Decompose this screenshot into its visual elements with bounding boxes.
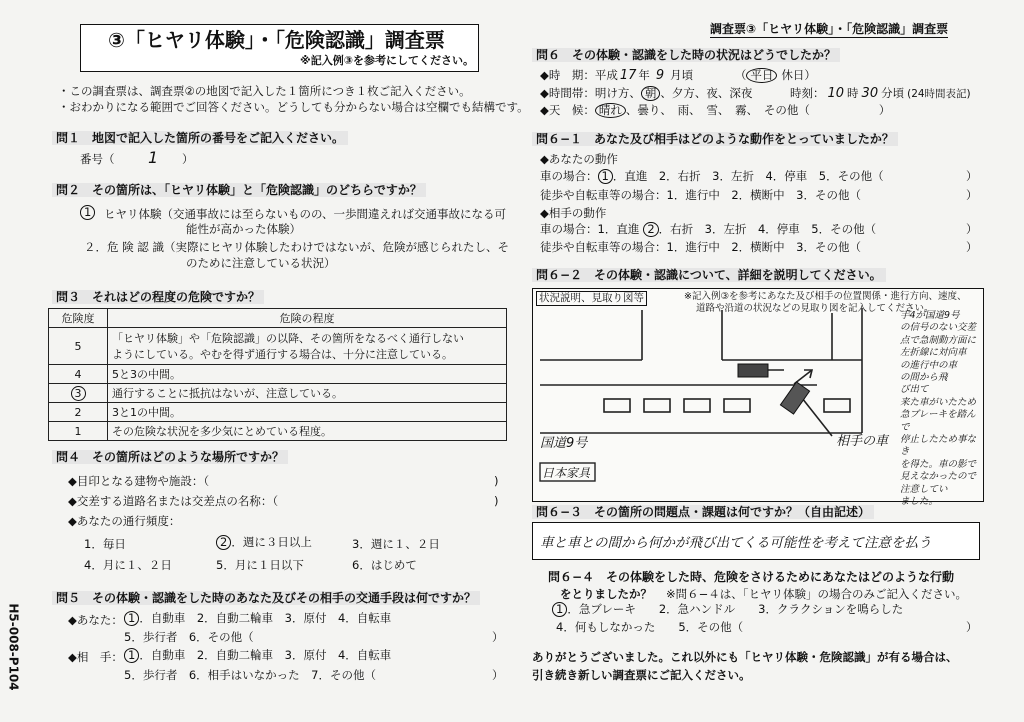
partner-ped-row[interactable]: 徒歩や自転車等の場合：1．進行中 2．横断中 3．その他（	[540, 240, 861, 254]
frequency-option[interactable]: 4．月に１、２日	[84, 558, 172, 572]
risk-desc: 「ヒヤリ体験」や「危険認識」の以降、その箇所をなるべく通行しない ようにしている。やむを得ず通行する場合は、十分に注意している。	[108, 328, 507, 365]
minute-answer: 30	[861, 86, 879, 101]
q1-number-answer[interactable]: 1	[148, 148, 159, 167]
q2-option-2-cont: のために注意している状況）	[186, 256, 336, 270]
q3-heading: 問３ それはどの程度の危険ですか？	[52, 290, 264, 304]
selection-circle: 1	[598, 169, 613, 184]
q6-3-answer: 車と車との間から何かが飛び出てくる可能性を考えて注意を払う	[540, 535, 932, 551]
you-ped-row[interactable]: 徒歩や自転車等の場合：1．進行中 2．横断中 3．その他（	[540, 188, 861, 202]
risk-col-desc: 危険の程度	[108, 309, 507, 328]
hour-answer: 10	[827, 86, 845, 101]
risk-level: 4	[49, 365, 108, 384]
q5-partner-label: ◆相 手：	[68, 650, 123, 664]
page-title: ③「ヒヤリ体験」・「危険認識」調査票	[108, 28, 445, 52]
side-code: H5-008-P104	[6, 603, 21, 691]
q5-you-options-2[interactable]: 5．歩行者 6．その他（	[124, 630, 254, 644]
table-row[interactable]	[49, 422, 507, 441]
page-subtitle: ※記入例③を参考にしてください。	[300, 54, 475, 67]
selection-circle: 3	[71, 386, 86, 401]
table-row[interactable]	[49, 365, 507, 384]
selection-circle: 平日	[746, 68, 777, 83]
q6-4-note: ※問６−４は、「ヒヤリ体験」の場合のみご記入ください。	[666, 587, 968, 601]
you-car-row[interactable]: 車の場合： 1 ．直進 2．右折 3．左折 4．停車 5．その他（	[540, 169, 884, 183]
q6-4-heading: 問６−４ その体験をした時、危険をさけるためにあなたはどのような行動	[548, 570, 955, 584]
you-ped-close: ）	[966, 188, 978, 202]
q6-4-heading-cont: をとりましたか？	[560, 587, 652, 601]
q5-partner-options-2[interactable]: 5．歩行者 6．相手はいなかった 7．その他（	[124, 668, 376, 682]
q6-weather-row[interactable]: ◆天 候： 晴れ 、曇り、 雨、 雪、 霧、 その他（ ）	[540, 103, 891, 117]
q6-4-options-2[interactable]: 4．何もしなかった 5．その他（	[556, 620, 744, 634]
q5-partner-close: ）	[492, 668, 504, 682]
partner-action-head: ◆相手の動作	[540, 206, 607, 220]
q2-option-1-cont: 能性が高かった体験）	[186, 222, 301, 236]
q5-partner-options[interactable]: 1 ．自動車 2．自動二輪車 3．原付 4．自転車	[124, 648, 391, 663]
partner-car-label: 相手の車	[836, 434, 889, 449]
partner-ped-close: ）	[966, 240, 978, 254]
selection-circle: 晴れ	[595, 103, 626, 118]
q5-you-options[interactable]: 1 ．自動車 2．自動二輪車 3．原付 4．自転車	[124, 611, 391, 626]
selection-circle: 1	[552, 602, 567, 617]
risk-level: 2	[49, 403, 108, 422]
q6-time-row[interactable]: ◆時 期：平成 17 年 9 月頃 （ 平日 休日）	[540, 68, 816, 83]
frequency-option-selected[interactable]: 2 ．週に３日以上	[216, 535, 312, 550]
table-row[interactable]	[49, 384, 507, 403]
handwritten-note: 手4が国道9号 の信号のない交差 点で急制動方面に 左折線に対向車 の進行中の車 の間から飛 び出て 来た車がいたため 急ブレーキを踏んで 停止したため事なき を得た。車の影で 見えなかったので 注意してい ました。	[900, 310, 977, 508]
risk-level: 5	[49, 328, 108, 365]
frequency-option[interactable]: 1．毎日	[84, 537, 126, 551]
q6-heading: 問６ その体験・認識をした時の状況はどうでしたか？	[532, 48, 840, 62]
sketch-note: 道路や沿道の状況などの見取り図を記入してください。	[696, 303, 934, 314]
risk-col-level: 危険度	[49, 309, 108, 328]
partner-car-row[interactable]: 車の場合：1．直進 2 ．右折 3．左折 4．停車 5．その他（	[540, 222, 877, 236]
selection-circle: 1	[124, 611, 139, 626]
q1-heading: 問１ 地図で記入した箇所の番号をご記入ください。	[52, 131, 348, 145]
you-action-head: ◆あなたの動作	[540, 152, 618, 166]
frequency-option[interactable]: 3．週に１、２日	[352, 537, 440, 551]
sketch-note: ※記入例③を参考にあなた及び相手の位置関係・進行方向、速度、	[684, 291, 967, 302]
risk-desc: 5と3の中間。	[108, 365, 507, 384]
q5-heading: 問５ その体験・認識をした時のあなた及びその相手の交通手段は何ですか？	[52, 591, 480, 605]
q1-number-label: 番号（	[80, 152, 115, 166]
table-row[interactable]	[49, 328, 507, 365]
frequency-option[interactable]: 5．月に１日以下	[216, 558, 304, 572]
q4-landmark[interactable]: ◆目印となる建物や施設：（	[68, 474, 210, 488]
risk-level: 1	[49, 422, 108, 441]
footer-line: ありがとうございました。これ以外にも「ヒヤリ体験・危険認識」が有る場合は、	[532, 650, 958, 664]
selection-circle: 1	[80, 205, 95, 220]
q6-4-close: ）	[966, 620, 978, 634]
q2-option-1: ヒヤリ体験（交通事故には至らないものの、一歩間違えれば交通事故になる可	[104, 207, 507, 221]
q6-clock-row[interactable]: 時刻： 10 時 30 分頃 (24時間表記)	[790, 86, 971, 101]
q6-3-heading: 問６−３ その箇所の問題点・課題は何ですか？（自由記述）	[532, 505, 874, 519]
place-label: 日本家具	[542, 466, 591, 480]
q5-you-label: ◆あなた：	[68, 613, 123, 627]
selection-circle: 朝	[641, 86, 661, 101]
road-label: 国道9号	[540, 436, 588, 451]
q2-heading: 問２ その箇所は、「ヒヤリ体験」と「危険認識」のどちらですか？	[52, 183, 426, 197]
q4-landmark-close: )	[494, 474, 499, 488]
q6-2-heading: 問６−２ その体験・認識について、詳細を説明してください。	[532, 268, 886, 282]
q4-heading: 問４ その箇所はどのような場所ですか？	[52, 450, 288, 464]
risk-level	[49, 384, 108, 403]
own-car	[738, 364, 768, 377]
q6-4-options-1[interactable]: 1 ．急ブレーキ 2．急ハンドル 3．クラクションを鳴らした	[552, 602, 903, 617]
selection-circle: 1	[124, 648, 139, 663]
q2-option-2[interactable]: ２．危 険 認 識（実際にヒヤリ体験したわけではないが、危険が感じられたし、そ	[84, 240, 509, 254]
intro-line: ・この調査票は、調査票②の地図で記入した１箇所につき１枚ご記入ください。	[58, 84, 471, 98]
frequency-option[interactable]: 6．はじめて	[352, 558, 417, 572]
you-car-close: ）	[966, 169, 978, 183]
sketch-box-label: 状況説明、見取り図等	[536, 291, 647, 306]
q4-crossing-close: )	[494, 494, 499, 508]
footer-line: 引き続き新しい調査票にご記入ください。	[532, 668, 751, 682]
risk-desc: 3と1の中間。	[108, 403, 507, 422]
q4-frequency-label: ◆あなたの通行頻度：	[68, 514, 181, 528]
q1-number-close: ）	[182, 152, 194, 166]
partner-car	[780, 382, 809, 414]
q5-you-close: ）	[492, 630, 504, 644]
month-answer: 9	[655, 68, 665, 83]
table-row[interactable]	[49, 403, 507, 422]
selection-circle: 2	[216, 535, 231, 550]
year-answer: 17	[619, 68, 637, 83]
partner-car-close: ）	[966, 222, 978, 236]
form-label: 調査票③「ヒヤリ体験」・「危険認識」調査票	[710, 22, 949, 36]
risk-desc: その危険な状況を多少気にとめている程度。	[108, 422, 507, 441]
selection-circle: 2	[643, 222, 658, 237]
q6-1-heading: 問６−１ あなた及び相手はどのような動作をとっていましたか？	[532, 132, 898, 146]
intro-line: ・おわかりになる範囲でご回答ください。どうしても分からない場合は空欄でも結構です。	[58, 100, 529, 114]
q4-crossing[interactable]: ◆交差する道路名または交差点の名称：（	[68, 494, 279, 508]
risk-desc: 通行することに抵抗はないが、注意している。	[108, 384, 507, 403]
risk-table	[48, 308, 507, 441]
q6-slot-row[interactable]: ◆時間帯：明け方、 朝 、夕方、夜、深夜	[540, 86, 753, 100]
q2-option-1-number[interactable]	[80, 205, 95, 220]
